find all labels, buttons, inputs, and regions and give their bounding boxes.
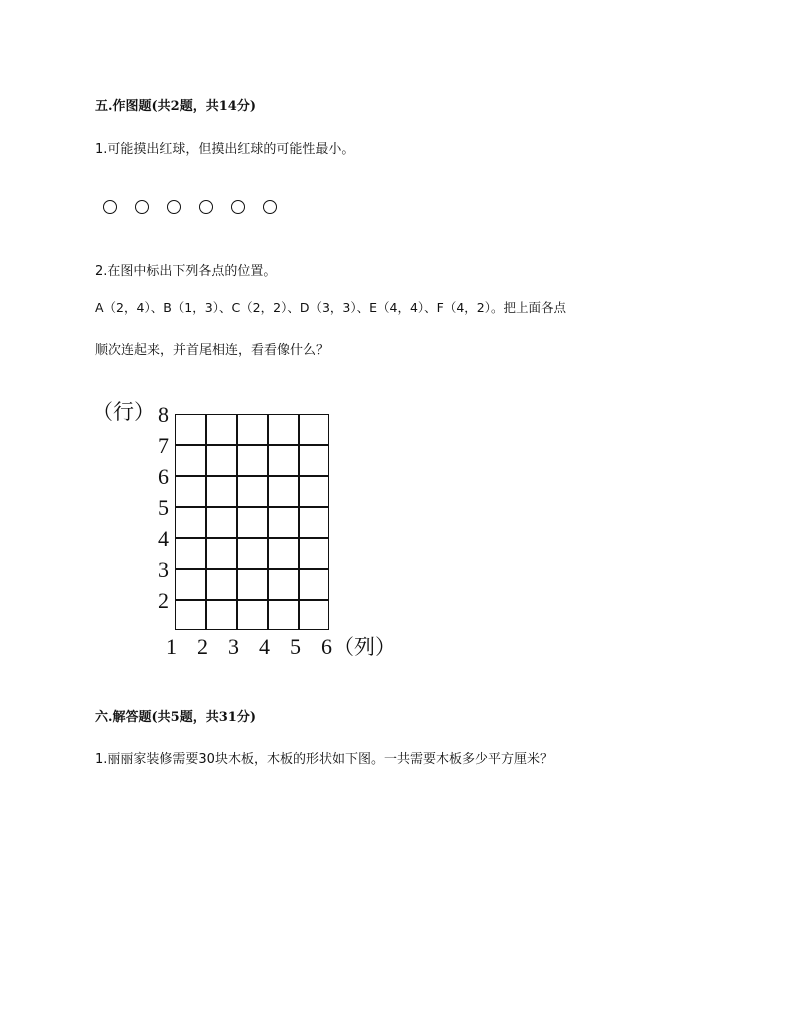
ball-icon [103,200,117,214]
section-5-heading: 五.作图题(共2题，共14分) [95,99,256,114]
row-number: 4 [158,526,169,551]
col-number: 5 [290,634,301,659]
ball-icon [231,200,245,214]
section-6-heading: 六.解答题(共5题，共31分) [95,710,256,725]
col-axis-label: （列） [333,635,396,659]
question-1-text: 1.可能摸出红球，但摸出红球的可能性最小。 [95,142,355,157]
col-number: 1 [166,634,177,659]
question-2-line-3: 顺次连起来，并首尾相连，看看像什么？ [95,343,330,358]
ball-icon [167,200,181,214]
row-number: 8 [158,402,169,427]
question-2-line-1: 2.在图中标出下列各点的位置。 [95,264,277,279]
row-number: 3 [158,557,169,582]
question-2-line-2: A（2，4）、B（1，3）、C（2，2）、D（3，3）、E（4，4）、F（4，2）。把上面各点 [95,300,567,315]
col-number: 6 [321,634,332,659]
row-number: 2 [158,588,169,613]
ball-icon [263,200,277,214]
row-axis-label: （行） [92,400,155,424]
row-number: 7 [158,433,169,458]
col-number: 2 [197,634,208,659]
ball-icon [199,200,213,214]
col-number: 3 [228,634,239,659]
section-6-question-1-text: 1.丽丽家装修需要30块木板，木板的形状如下图。一共需要木板多少平方厘米？ [95,752,553,767]
col-number: 4 [259,634,270,659]
grid-cells [175,414,330,629]
row-number: 5 [158,495,169,520]
ball-icon [135,200,149,214]
row-number: 6 [158,464,169,489]
